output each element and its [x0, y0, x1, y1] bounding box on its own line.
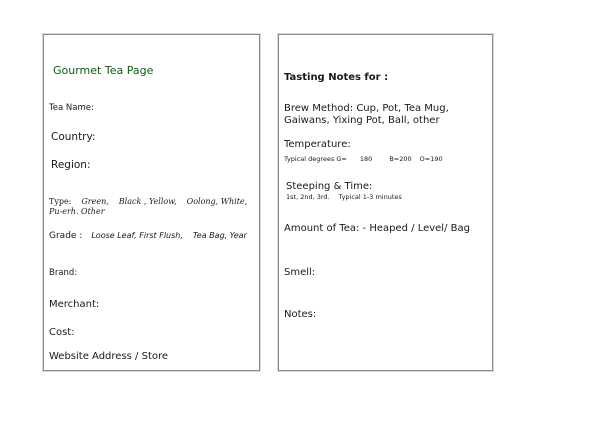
temperature-label: Temperature:	[284, 139, 351, 150]
temperature-values	[284, 155, 443, 163]
tea-type-field	[49, 197, 256, 217]
grade-option: Tea Bag, Year	[192, 231, 247, 240]
brew-method-label: Brew Method: Cup, Pot, Tea Mug, Gaiwans, Yixing Pot, Ball, other	[284, 103, 449, 126]
page-title: Gourmet Tea Page	[53, 64, 154, 77]
grade-field	[49, 231, 247, 241]
website-label: Website Address / Store	[49, 351, 169, 362]
amount-of-tea-label: Amount of Tea: - Heaped / Level/ Bag	[284, 223, 470, 234]
tasting-notes-panel	[278, 34, 493, 371]
tea-type-option: Green,	[81, 197, 109, 206]
merchant-label: Merchant:	[49, 299, 100, 310]
steeping-time: Typical 1-3 minutes	[338, 193, 402, 201]
notes-label: Notes:	[284, 309, 317, 320]
tea-type-option: Oolong, White, Pu-erh. Other	[49, 197, 248, 216]
temperature-value: O=190	[419, 155, 443, 163]
steeping-label: Steeping & Time:	[286, 181, 373, 192]
cost-label: Cost:	[49, 327, 75, 338]
grade-option: Loose Leaf, First Flush,	[91, 231, 183, 240]
temperature-value: 180	[359, 155, 373, 163]
tea-type-label: Type:	[49, 197, 72, 206]
tasting-notes-heading: Tasting Notes for :	[284, 72, 389, 83]
temperature-typical-label: Typical degrees G=	[284, 155, 347, 163]
grade-label: Grade :	[49, 231, 83, 241]
tea-type-option: Black , Yellow,	[118, 197, 177, 206]
tea-info-panel	[43, 34, 260, 371]
steeping-infusions: 1st, 2nd, 3rd.	[286, 193, 330, 201]
tea-name-label: Tea Name:	[49, 103, 94, 113]
temperature-value: B=200	[389, 155, 412, 163]
steeping-values	[286, 193, 402, 201]
region-label: Region:	[51, 159, 91, 171]
brand-label: Brand:	[49, 268, 78, 278]
smell-label: Smell:	[284, 267, 316, 278]
country-label: Country:	[51, 131, 96, 143]
